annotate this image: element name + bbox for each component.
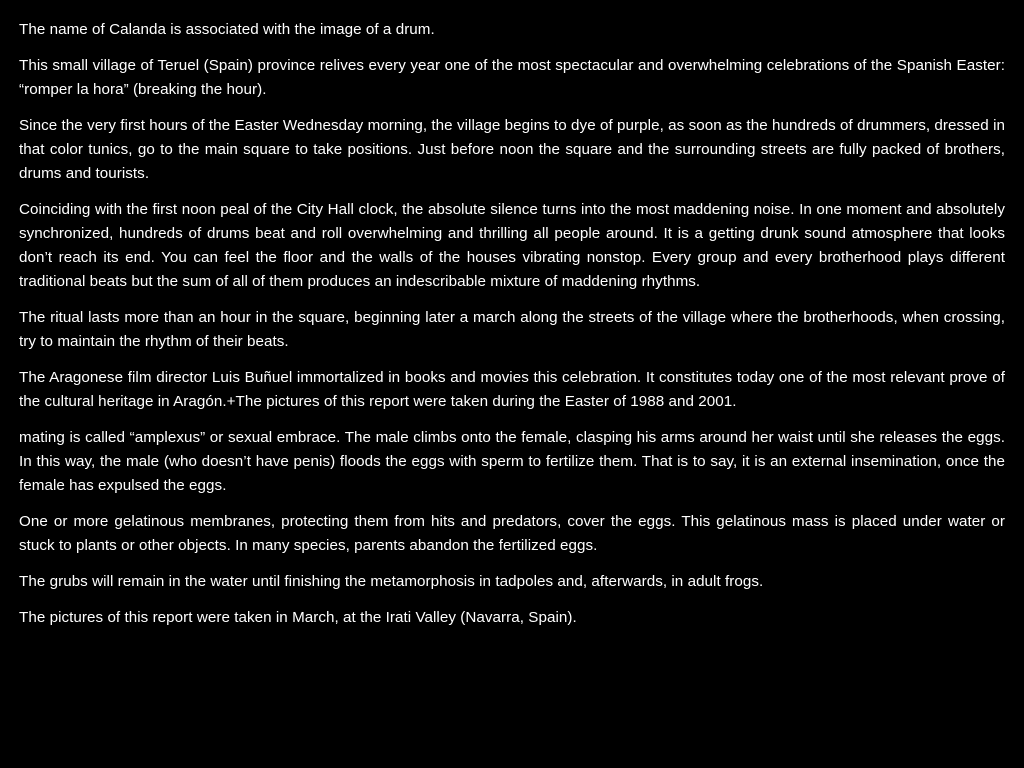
paragraph-easter-wednesday: Since the very first hours of the Easter Wednesday morning, the village begins to dye of purple, as soon as the hundreds of drummers, dressed in that color tunics, go to the main square to take positions. Just before noon the square and the surrounding streets are fully packed of brothers, drums and tourists. — [19, 117, 1005, 182]
document-body — [19, 18, 1005, 642]
paragraph-teruel-village: This small village of Teruel (Spain) province relives every year one of the most spectacular and overwhelming celebrations of the Spanish Easter: “romper la hora” (breaking the hour). — [19, 57, 1005, 98]
paragraph-irati-valley: The pictures of this report were taken in March, at the Irati Valley (Navarra, Spain). — [19, 609, 577, 626]
paragraph-grubs-metamorphosis: The grubs will remain in the water until finishing the metamorphosis in tadpoles and, afterwards, in adult frogs. — [19, 573, 764, 590]
paragraph-noon-peal: Coinciding with the first noon peal of the City Hall clock, the absolute silence turns into the most maddening noise. In one moment and absolutely synchronized, hundreds of drums beat and roll overwhelming and thrilling all people around. It is a getting drunk sound atmosphere that looks don’t reach its end. You can feel the floor and the walls of the houses vibrating nonstop. Every group and every brotherhood plays different traditional beats but the sum of all of them produces an indescribable mixture of maddening rhythms. — [19, 201, 1005, 290]
paragraph-gelatinous-membranes: One or more gelatinous membranes, protecting them from hits and predators, cover the eggs. This gelatinous mass is placed under water or stuck to plants or other objects. In many species, parents abandon the fertilized eggs. — [19, 513, 1005, 554]
paragraph-calanda-intro: The name of Calanda is associated with the image of a drum. — [19, 21, 435, 38]
paragraph-amplexus: mating is called “amplexus” or sexual embrace. The male climbs onto the female, clasping his arms around her waist until she releases the eggs. In this way, the male (who doesn’t have penis) floods the eggs with sperm to fertilize them. That is to say, it is an external insemination, once the female has expulsed the eggs. — [19, 429, 1005, 494]
paragraph-bunuel: The Aragonese film director Luis Buñuel immortalized in books and movies this celebration. It constitutes today one of the most relevant prove of the cultural heritage in Aragón.+The pictures of this report were taken during the Easter of 1988 and 2001. — [19, 369, 1005, 410]
paragraph-ritual-march: The ritual lasts more than an hour in the square, beginning later a march along the streets of the village where the brotherhoods, when crossing, try to maintain the rhythm of their beats. — [19, 309, 1005, 350]
